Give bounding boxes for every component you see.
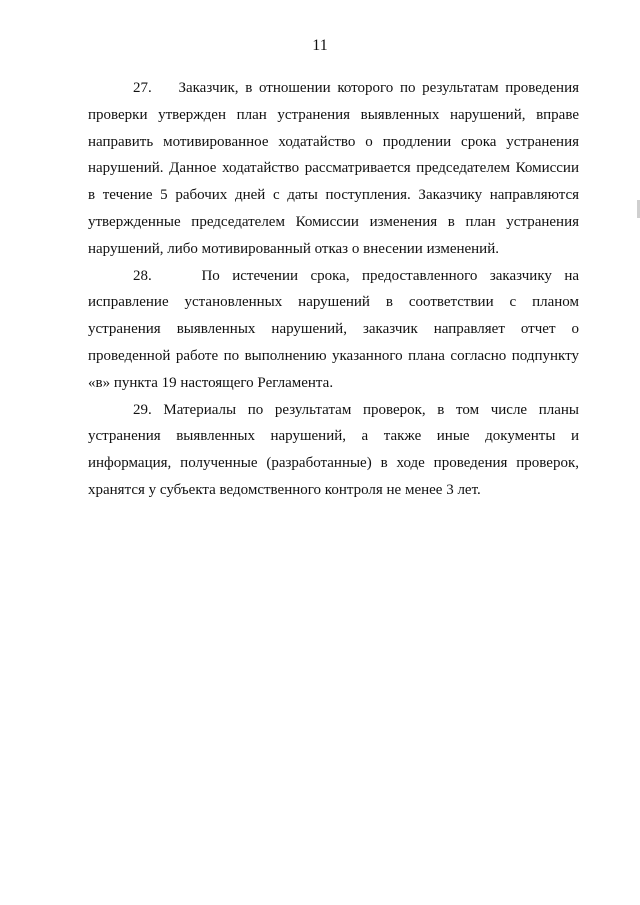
- page-number: 11: [312, 37, 328, 54]
- paragraph-text: Заказчик, в отношении которого по результатам проведения проверки утвержден план устранения выявленных нарушений, вправе направить мотивированное ходатайство о продлении срока устранения нарушений. Данное ходатайство рассматривается председателем Комиссии в течение 5 рабочих дней с даты поступления. Заказчику направляются утвержденные председателем Комиссии изменения в план устранения нарушений, либо мотивированный отказ о внесении изменений.: [88, 80, 580, 257]
- paragraph-number: 27.: [133, 80, 152, 96]
- paragraph-text: Материалы по результатам проверок, в том числе планы устранения выявленных нарушений, а также иные документы и информация, полученные (разработанные) в ходе проведения проверок, хранятся у субъекта ведомственного контроля не менее 3 лет.: [88, 401, 580, 498]
- paragraph-number: 29.: [133, 401, 152, 418]
- paragraph-28: [88, 263, 579, 397]
- paragraph-29: [88, 397, 579, 504]
- document-body: [88, 75, 579, 504]
- paragraph-number: 28.: [133, 267, 152, 284]
- paragraph-text: По истечении срока, предоставленного заказчику на исправление установленных нарушений в соответствии с планом устранения выявленных нарушений, заказчик направляет отчет о проведенной работе по выполнению указанного плана согласно подпункту «в» пункта 19 настоящего Регламента.: [88, 267, 580, 391]
- paragraph-27: [88, 75, 579, 263]
